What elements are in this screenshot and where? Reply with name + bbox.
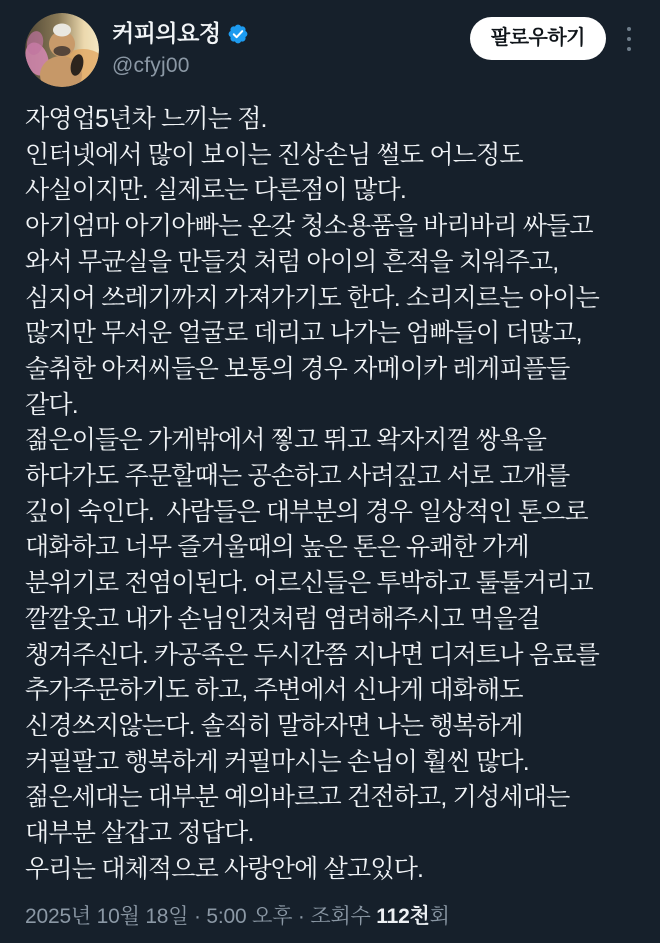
tweet-text-line: 깔깔웃고 내가 손님인것처럼 염려해주시고 먹을걸 (25, 604, 540, 633)
tweet-text-line: 커필팔고 행복하게 커필마시는 손님이 훨씬 많다. (25, 747, 529, 776)
tweet-text-line: 사실이지만. 실제로는 다른점이 많다. (25, 176, 406, 205)
tweet-text-line: 깊이 숙인다. 사람들은 대부분의 경우 일상적인 톤으로 (25, 497, 588, 526)
tweet-text-line: 챙겨주신다. 카공족은 두시간쯤 지나면 디저트나 음료를 (25, 640, 599, 669)
tweet-text-line: 자영업5년차 느끼는 점. (25, 105, 267, 133)
tweet-text-line: 같다. (25, 390, 78, 419)
kebab-dot (627, 37, 631, 41)
tweet-text-line: 아기엄마 아기아빠는 온갖 청소용품을 바리바리 싸들고 (25, 212, 593, 241)
kebab-dot (627, 47, 631, 51)
tweet-text-line: 추가주문하기도 하고, 주변에서 신나게 대화해도 (25, 676, 523, 705)
avatar-image (25, 13, 99, 87)
views-unit: 회 (429, 905, 450, 929)
tweet-text-line: 하다가도 주문할때는 공손하고 사려깊고 서로 고개를 (25, 462, 570, 491)
tweet-text-line: 신경쓰지않는다. 솔직히 말하자면 나는 행복하게 (25, 711, 523, 740)
tweet-text-line: 젊은이들은 가게밖에서 찧고 뛰고 왁자지껄 쌍욕을 (25, 426, 547, 455)
tweet-timestamp: 2025년 10월 18일 · 5:00 오후 · 조회수 (25, 905, 377, 929)
name-row (112, 20, 249, 48)
tweet-text-line: 심지어 쓰레기까지 가져가기도 한다. 소리지르는 아이는 (25, 283, 599, 312)
tweet-text-line: 우리는 대체적으로 사랑안에 살고있다. (25, 854, 424, 883)
tweet-text-line: 대부분 살갑고 정답다. (25, 819, 254, 848)
tweet-text-line: 와서 무균실을 만들것 처럼 아이의 흔적을 치워주고, (25, 247, 559, 276)
follow-button[interactable]: 팔로우하기 (470, 17, 606, 60)
tweet-meta (0, 900, 660, 930)
tweet-text-line: 분위기로 전염이된다. 어르신들은 투박하고 툴툴거리고 (25, 569, 593, 598)
tweet-text-line: 술취한 아저씨들은 보통의 경우 자메이카 레게피플들 (25, 354, 570, 383)
tweet-text-line: 많지만 무서운 얼굴로 데리고 나가는 엄빠들이 더많고, (25, 319, 582, 348)
tweet-text (0, 102, 660, 887)
kebab-dot (627, 27, 631, 31)
tweet-text-line: 인터넷에서 많이 보이는 진상손님 썰도 어느정도 (25, 140, 523, 169)
user-info[interactable] (112, 13, 249, 78)
verified-badge-icon (227, 23, 249, 45)
user-handle: @cfyj00 (112, 53, 190, 77)
more-menu-kebab-icon[interactable] (625, 23, 633, 55)
tweet-text-line: 젊은세대는 대부분 예의바르고 건전하고, 기성세대는 (25, 783, 570, 812)
avatar[interactable] (25, 13, 99, 87)
tweet-header (0, 0, 660, 87)
views-count: 112천 (376, 905, 430, 929)
display-name: 커피의요정 (112, 20, 221, 46)
tweet-text-line: 대화하고 너무 즐거울때의 높은 톤은 유쾌한 가게 (25, 533, 529, 562)
header-actions (470, 13, 633, 60)
